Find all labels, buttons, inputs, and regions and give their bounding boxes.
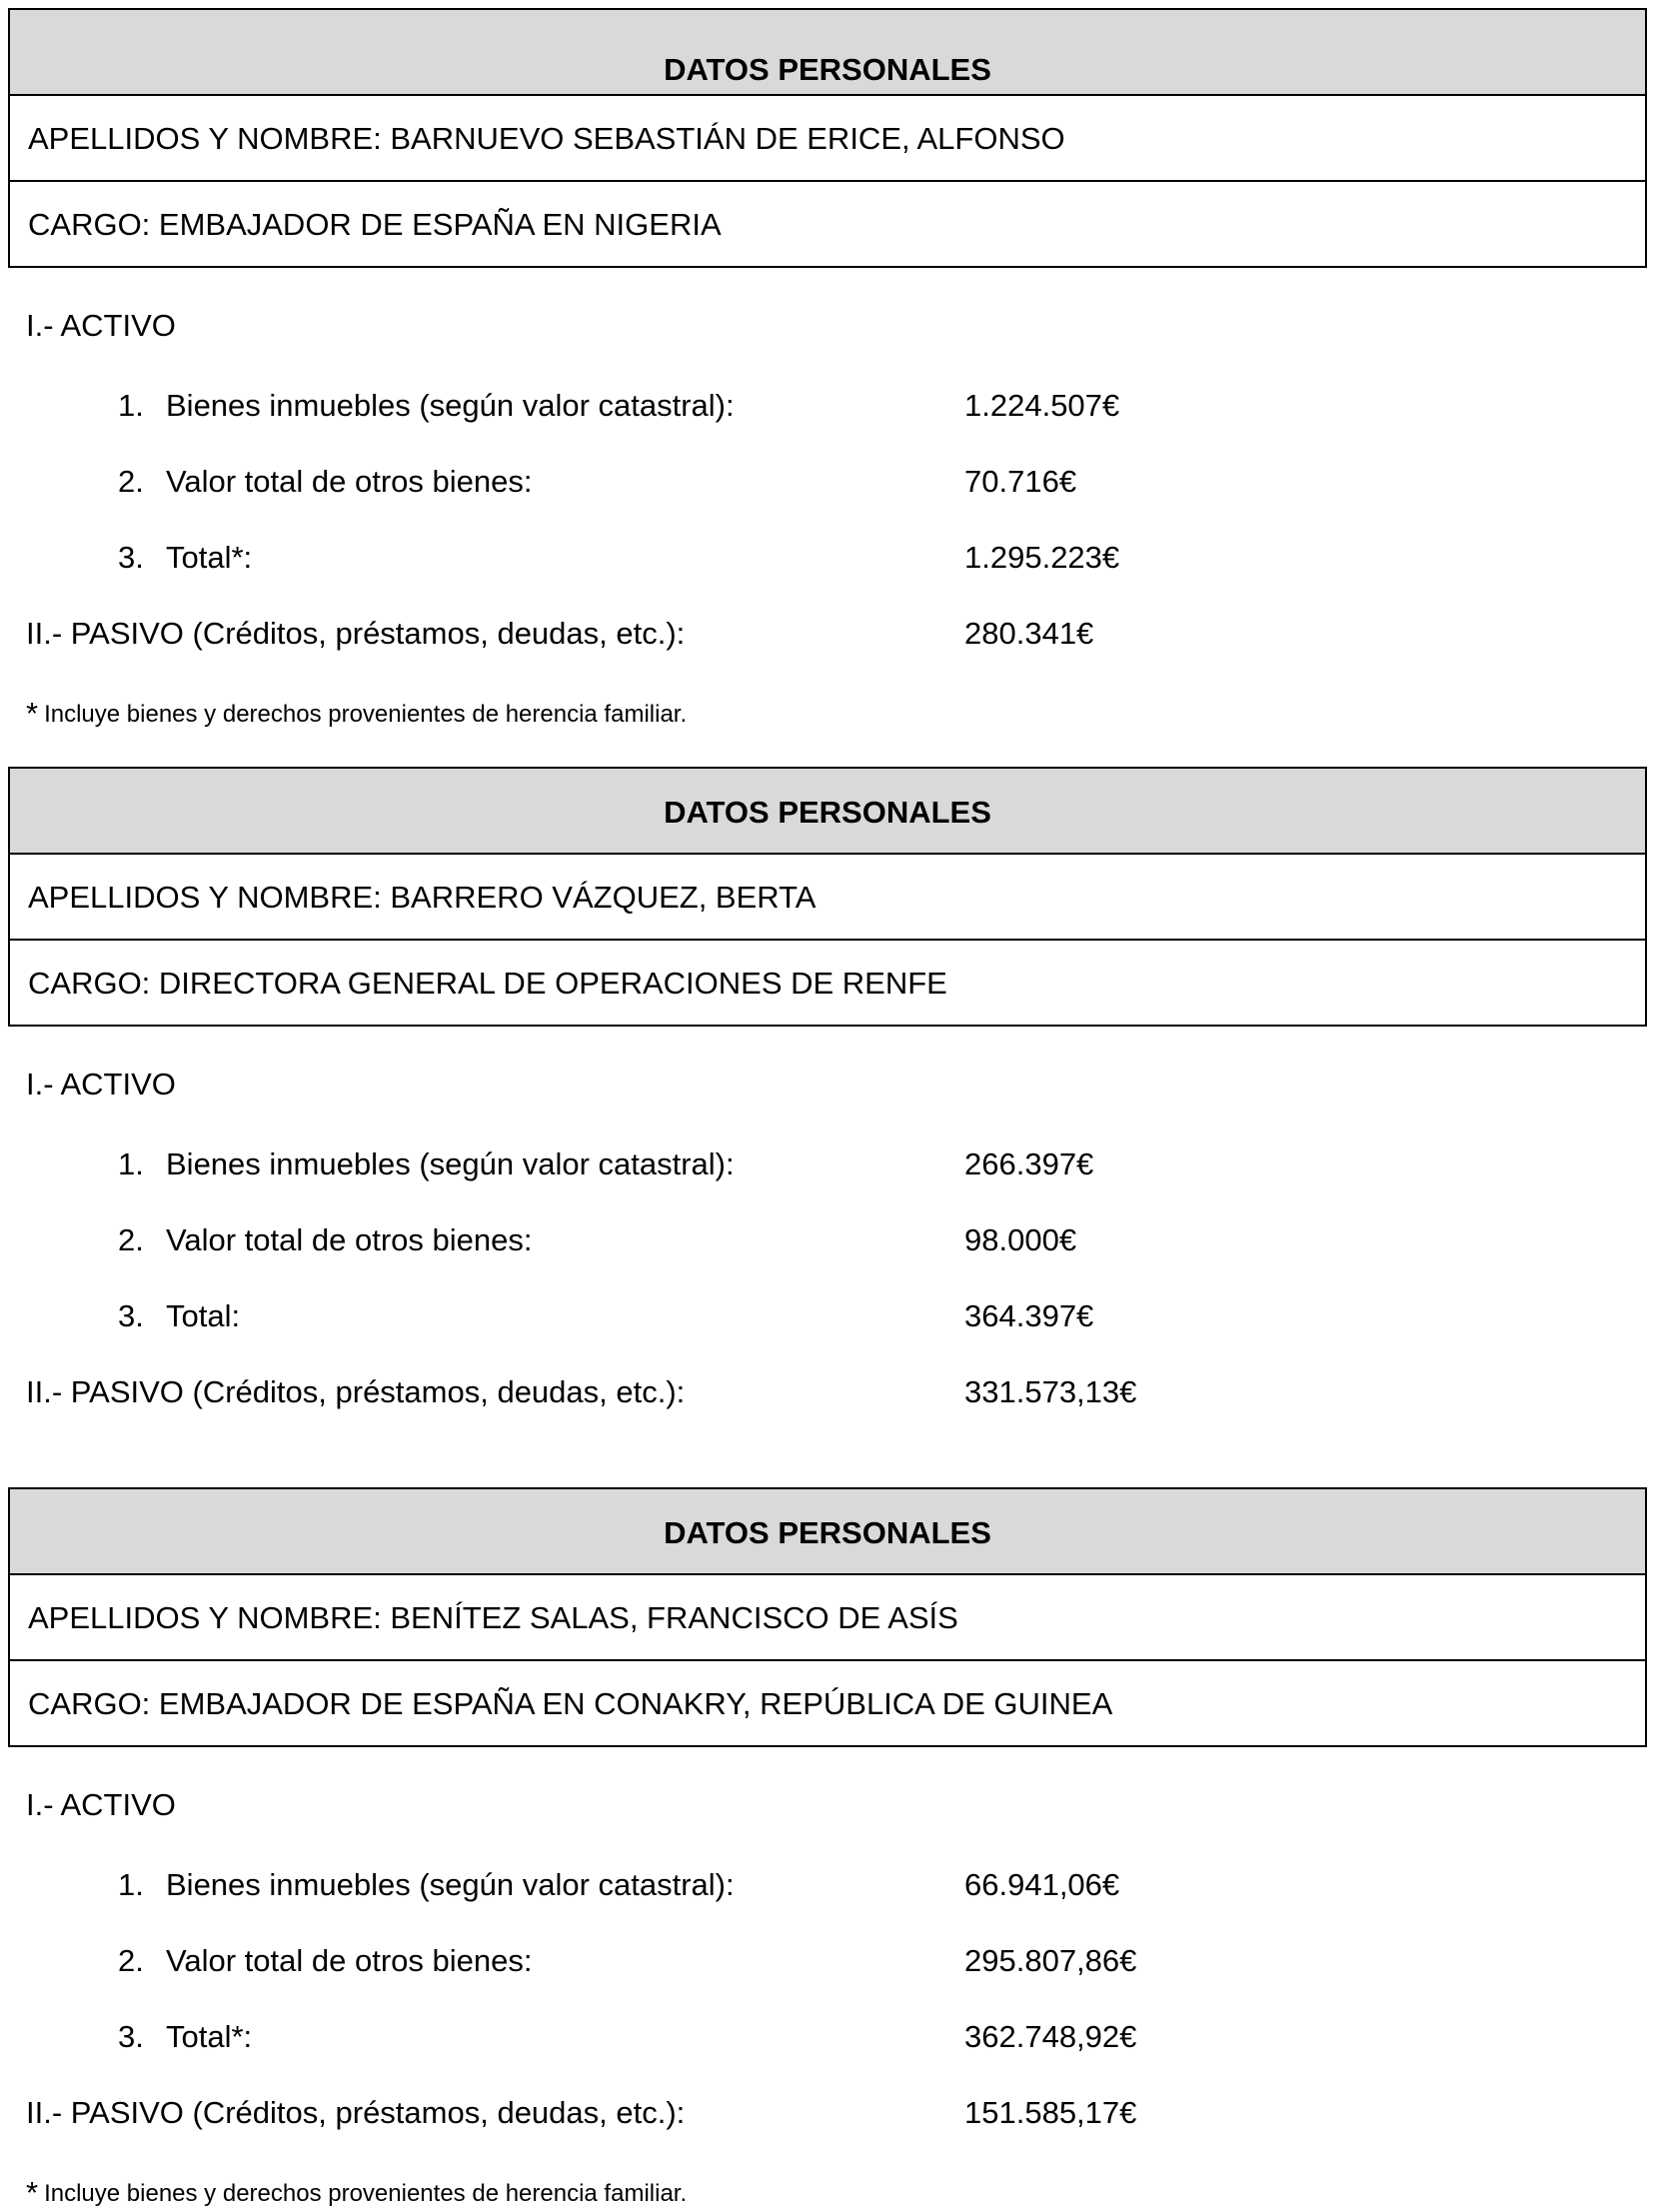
item-number: 2. bbox=[118, 1943, 144, 1978]
item-number: 1. bbox=[118, 1867, 144, 1902]
record-2 bbox=[8, 767, 1647, 1409]
name-line: APELLIDOS Y NOMBRE: BENÍTEZ SALAS, FRANCISCO DE ASÍS bbox=[10, 1575, 1645, 1661]
pasivo-label: II.- PASIVO (Créditos, préstamos, deudas, etc.): bbox=[26, 1374, 686, 1409]
asset-item bbox=[8, 1300, 1647, 1331]
item-value: 362.748,92€ bbox=[964, 2019, 1137, 2054]
pasivo-line bbox=[8, 2097, 1647, 2128]
personal-data-box bbox=[8, 1487, 1647, 1747]
asset-item bbox=[8, 466, 1647, 497]
personal-data-box bbox=[8, 767, 1647, 1027]
footnote bbox=[26, 696, 688, 731]
asset-item bbox=[8, 542, 1647, 573]
item-label: Valor total de otros bienes: bbox=[166, 1222, 533, 1257]
pasivo-line bbox=[8, 1376, 1647, 1407]
footnote bbox=[26, 2175, 688, 2210]
item-value: 1.224.507€ bbox=[964, 388, 1120, 423]
item-label: Total*: bbox=[166, 540, 253, 575]
item-label: Total: bbox=[166, 1298, 241, 1333]
activo-title: I.- ACTIVO bbox=[26, 308, 176, 343]
item-label: Valor total de otros bienes: bbox=[166, 1943, 533, 1978]
item-label: Bienes inmuebles (según valor catastral): bbox=[166, 1867, 735, 1902]
item-number: 2. bbox=[118, 1222, 144, 1257]
cargo-line: CARGO: EMBAJADOR DE ESPAÑA EN NIGERIA bbox=[28, 207, 722, 242]
pasivo-value: 151.585,17€ bbox=[964, 2095, 1137, 2130]
item-label: Total*: bbox=[166, 2019, 253, 2054]
item-number: 1. bbox=[118, 1146, 144, 1181]
item-value: 295.807,86€ bbox=[964, 1943, 1137, 1978]
record-3 bbox=[8, 1487, 1647, 2210]
item-value: 70.716€ bbox=[964, 464, 1077, 499]
activo-title: I.- ACTIVO bbox=[26, 1787, 176, 1822]
item-value: 66.941,06€ bbox=[964, 1867, 1120, 1902]
asset-item bbox=[8, 1945, 1647, 1976]
footnote-text: Incluye bienes y derechos provenientes de herencia familiar. bbox=[44, 2180, 688, 2207]
footnote-text: Incluye bienes y derechos provenientes de herencia familiar. bbox=[44, 701, 688, 728]
item-value: 266.397€ bbox=[964, 1146, 1094, 1181]
pasivo-value: 280.341€ bbox=[964, 616, 1094, 651]
item-number: 1. bbox=[118, 388, 144, 423]
item-value: 1.295.223€ bbox=[964, 540, 1120, 575]
section-header: DATOS PERSONALES bbox=[10, 769, 1645, 855]
item-value: 364.397€ bbox=[964, 1298, 1094, 1333]
name-line: APELLIDOS Y NOMBRE: BARNUEVO SEBASTIÁN DE ERICE, ALFONSO bbox=[10, 96, 1645, 182]
item-number: 3. bbox=[118, 540, 144, 575]
footnote-star: * bbox=[26, 2175, 39, 2210]
asset-item bbox=[8, 1869, 1647, 1900]
pasivo-value: 331.573,13€ bbox=[964, 1374, 1137, 1409]
cargo-line: CARGO: DIRECTORA GENERAL DE OPERACIONES DE RENFE bbox=[28, 966, 947, 1001]
asset-item bbox=[8, 2021, 1647, 2052]
asset-item bbox=[8, 1148, 1647, 1179]
activo-title: I.- ACTIVO bbox=[26, 1067, 176, 1102]
personal-data-box bbox=[8, 8, 1647, 268]
pasivo-label: II.- PASIVO (Créditos, préstamos, deudas, etc.): bbox=[26, 616, 686, 651]
item-number: 3. bbox=[118, 2019, 144, 2054]
name-line: APELLIDOS Y NOMBRE: BARRERO VÁZQUEZ, BERTA bbox=[10, 855, 1645, 941]
footnote-star: * bbox=[26, 696, 39, 731]
item-label: Bienes inmuebles (según valor catastral): bbox=[166, 388, 735, 423]
pasivo-line bbox=[8, 618, 1647, 649]
pasivo-label: II.- PASIVO (Créditos, préstamos, deudas, etc.): bbox=[26, 2095, 686, 2130]
record-1 bbox=[8, 8, 1647, 731]
asset-item bbox=[8, 390, 1647, 421]
cargo-line: CARGO: EMBAJADOR DE ESPAÑA EN CONAKRY, REPÚBLICA DE GUINEA bbox=[28, 1686, 1113, 1721]
section-header: DATOS PERSONALES bbox=[10, 1489, 1645, 1575]
item-label: Bienes inmuebles (según valor catastral): bbox=[166, 1146, 735, 1181]
section-header: DATOS PERSONALES bbox=[10, 10, 1645, 96]
item-value: 98.000€ bbox=[964, 1222, 1077, 1257]
item-number: 2. bbox=[118, 464, 144, 499]
item-label: Valor total de otros bienes: bbox=[166, 464, 533, 499]
item-number: 3. bbox=[118, 1298, 144, 1333]
asset-item bbox=[8, 1224, 1647, 1255]
